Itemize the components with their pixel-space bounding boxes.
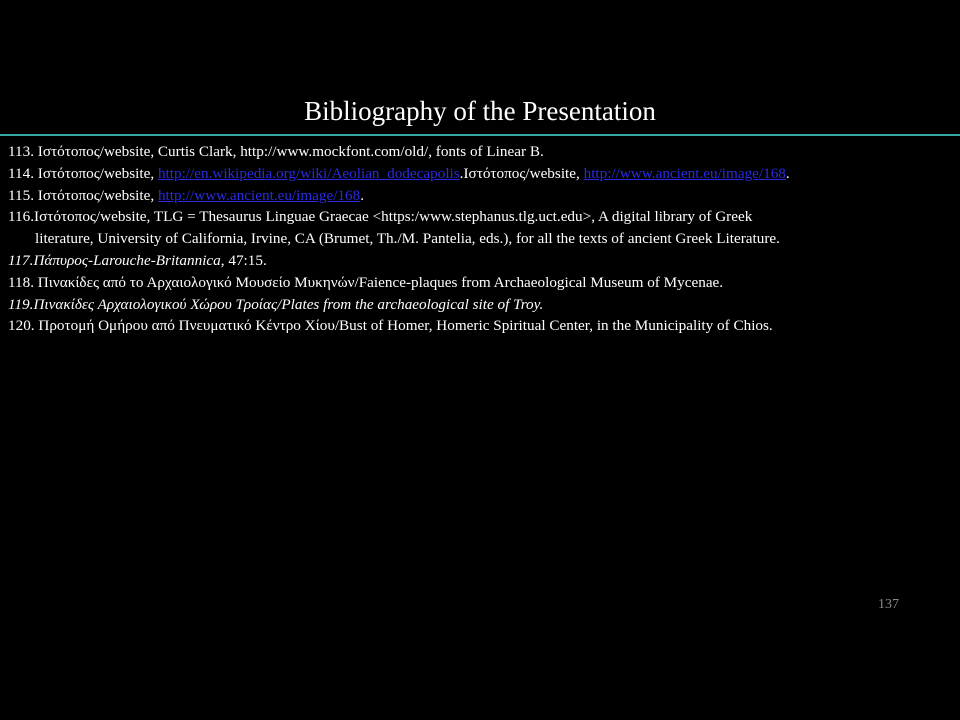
reference-117-detail: , 47:15.	[220, 251, 267, 269]
reference-119: 119.Πινακίδες Αρχαιολογικού Χώρου Τροίας/Plates from the archaeological site of Troy.	[8, 295, 544, 313]
bibliography-list	[8, 141, 958, 337]
reference-114-link-wikipedia[interactable]: http://en.wikipedia.org/wiki/Aeolian_dodecapolis	[157, 164, 460, 182]
slide-title: Bibliography of the Presentation	[304, 96, 656, 126]
reference-120: 120. Προτομή Ομήρου από Πνευματικό Κέντρο Χίου/Bust of Homer, Homeric Spiritual Center, in the Municipality of Chios.	[8, 317, 773, 335]
reference-116-line-1: 116.Ιστότοπος/website, TLG = Thesaurus Linguae Graecae <https:/www.stephanus.tlg.uct.edu>, A digital library of Greek	[8, 208, 753, 226]
reference-116-line-2: literature, University of California, Irvine, CA (Brumet, Th./M. Pantelia, eds.), for all the texts of ancient Greek Literature.	[35, 230, 780, 248]
reference-116	[8, 206, 958, 250]
reference-114-suffix: .	[785, 164, 790, 182]
title-divider	[0, 134, 960, 136]
reference-117-title: 117.Πάπυρος-Larouche-Britannica	[8, 251, 221, 269]
reference-114-prefix: 114. Ιστότοπος/website,	[8, 164, 158, 182]
reference-114	[8, 163, 958, 185]
reference-118: 118. Πινακίδες από το Αρχαιολογικό Μουσείο Μυκηνών/Faience-plaques from Archaeological Museum of Mycenae.	[8, 273, 724, 291]
page-number: 137	[878, 597, 899, 612]
reference-113: 113. Ιστότοπος/website, Curtis Clark, http://www.mockfont.com/old/, fonts of Linear B.	[8, 143, 544, 160]
reference-114-middle: .Ιστότοπος/website,	[459, 164, 584, 182]
reference-115-link-ancient[interactable]: http://www.ancient.eu/image/168	[157, 186, 361, 204]
reference-115-suffix: .	[360, 186, 365, 204]
reference-115-prefix: 115. Ιστότοπος/website,	[8, 186, 158, 204]
reference-114-link-ancient[interactable]: http://www.ancient.eu/image/168	[583, 164, 786, 182]
reference-115	[8, 185, 958, 207]
reference-117	[8, 250, 958, 272]
